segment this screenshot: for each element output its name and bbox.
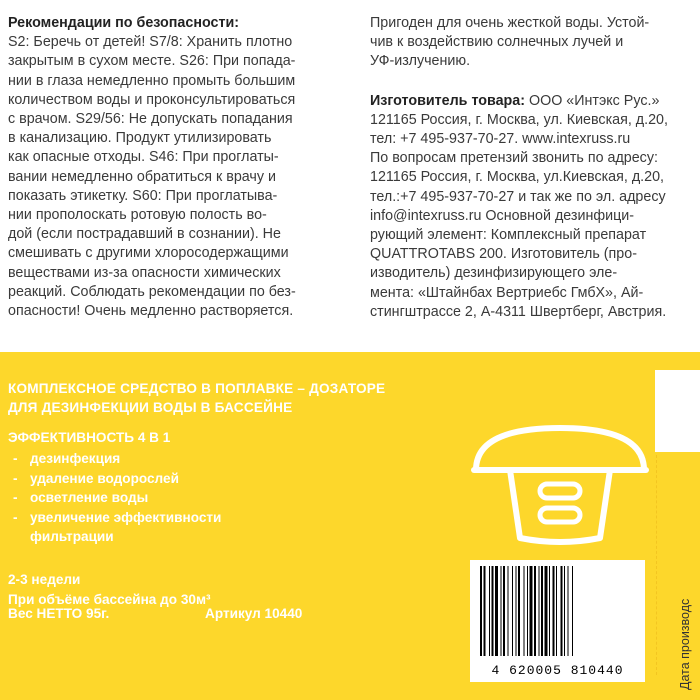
feature-item: - осветление воды	[8, 488, 308, 508]
feature-item: - удаление водорослей	[8, 469, 308, 489]
headline-line: ДЛЯ ДЕЗИНФЕКЦИИ ВОДЫ В БАССЕЙНЕ	[8, 400, 293, 415]
barcode-bar	[534, 566, 536, 656]
barcode-number: 4 620005 810440	[491, 663, 624, 678]
barcode-bar	[556, 566, 557, 656]
barcode-bar	[503, 566, 505, 656]
barcode-graphic	[478, 566, 638, 658]
manufacturer-line: QUATTROTABS 200. Изготовитель (про-	[370, 246, 637, 263]
barcode-bar	[489, 566, 490, 656]
barcode-bar	[553, 566, 555, 656]
safety-line: количеством воды и проконсультироваться	[8, 91, 296, 108]
barcode-bar	[568, 566, 569, 656]
barcode-bar	[545, 566, 548, 656]
manufacturer-line: тел: +7 495-937-70-27. www.intexruss.ru	[370, 131, 631, 148]
intro-line: чив к воздействию солнечных лучей и	[370, 34, 624, 51]
barcode-bar	[501, 566, 502, 656]
safety-line: с врачом. S29/56: Не допускать попадания	[8, 111, 293, 128]
product-headline	[8, 379, 478, 417]
barcode-bar	[516, 566, 517, 656]
float-dispenser-icon	[470, 420, 650, 550]
barcode-bar	[480, 566, 482, 656]
safety-line: смешивать с другими хлоросодержащими	[8, 245, 289, 262]
manufacturer-line: рующий элемент: Комплексный препарат	[370, 227, 647, 244]
manufacturer-column	[370, 14, 695, 322]
headline-line: КОМПЛЕКСНОЕ СРЕДСТВО В ПОПЛАВКЕ – ДОЗАТОРЕ	[8, 381, 386, 396]
efficiency-title: ЭФФЕКТИВНОСТЬ 4 В 1	[8, 430, 171, 445]
net-weight: Вес НЕТТО 95г.	[8, 606, 110, 621]
feature-item: - увеличение эффективности фильтрации	[8, 508, 308, 547]
barcode-bar	[484, 566, 486, 656]
manufacturer-label: Изготовитель товара:	[370, 92, 525, 109]
barcode-bar	[518, 566, 520, 656]
barcode	[470, 560, 645, 682]
barcode-bar	[530, 566, 533, 656]
manufacturer-name: ООО «Интэкс Рус.»	[525, 92, 660, 109]
safety-line: вании немедленно обратиться к врачу и	[8, 168, 276, 185]
safety-heading: Рекомендации по безопасности:	[8, 15, 239, 31]
barcode-bar	[572, 566, 573, 656]
safety-line: в канализацию. Продукт утилизировать	[8, 130, 272, 147]
manufacturer-line: мента: «Штайнбах Вертриебс ГмбХ», Ай-	[370, 284, 644, 301]
barcode-bar	[549, 566, 550, 656]
safety-line: веществами из-за опасности химических	[8, 264, 281, 281]
barcode-bar	[527, 566, 528, 656]
feature-list	[8, 449, 308, 547]
safety-line: S2: Беречь от детей! S7/8: Хранить плотно	[8, 34, 293, 51]
duration: 2-3 недели	[8, 572, 81, 587]
barcode-bar	[541, 566, 543, 656]
fold-line	[656, 455, 658, 675]
pool-volume: При объёме бассейна до 30м³	[8, 592, 211, 607]
duration-block	[8, 570, 211, 610]
safety-line: опасности! Очень медленно растворяется.	[8, 303, 294, 320]
safety-line: дой (если пострадавший в сознании). Не	[8, 226, 281, 243]
intro-line: УФ-излучению.	[370, 53, 471, 70]
production-date-label: Дата производс	[678, 598, 692, 690]
safety-line: нии в глаза немедленно промыть большим	[8, 72, 296, 89]
barcode-bar	[561, 566, 563, 656]
manufacturer-line: тел.:+7 495-937-70-27 и так же по эл. адресу	[370, 188, 666, 205]
safety-line: нии прополоскать ротовую полость во-	[8, 207, 267, 224]
article-number: Артикул 10440	[205, 606, 303, 621]
manufacturer-line: 121165 Россия, г. Москва, ул.Киевская, д.20,	[370, 169, 665, 186]
manufacturer-line: стингштрассе 2, А-4311 Швертберг, Австрия.	[370, 303, 667, 320]
barcode-bar	[508, 566, 509, 656]
manufacturer-line: 121165 Россия, г. Москва, ул. Киевская, д.20,	[370, 111, 668, 128]
feature-item: - дезинфекция	[8, 449, 308, 469]
safety-line: реакций. Соблюдать рекомендации по без-	[8, 283, 296, 300]
barcode-bar	[495, 566, 498, 656]
barcode-bar	[492, 566, 494, 656]
barcode-bar	[524, 566, 525, 656]
barcode-bar	[564, 566, 565, 656]
barcode-bar	[539, 566, 540, 656]
side-tab	[655, 370, 700, 452]
barcode-bar	[512, 566, 513, 656]
intro-line: Пригоден для очень жесткой воды. Устой-	[370, 15, 650, 31]
manufacturer-first-line	[370, 92, 695, 111]
manufacturer-line: изводитель) дезинфизирующего эле-	[370, 265, 618, 282]
manufacturer-line: info@intexruss.ru Основной дезинфици-	[370, 207, 635, 224]
safety-line: закрытым в сухом месте. S26: При попада-	[8, 53, 296, 70]
safety-column	[8, 14, 343, 321]
manufacturer-line: По вопросам претензий звонить по адресу:	[370, 150, 658, 167]
safety-line: показать этикетку. S60: При проглатыва-	[8, 187, 278, 204]
safety-line: как опасные отходы. S46: При проглаты-	[8, 149, 279, 166]
